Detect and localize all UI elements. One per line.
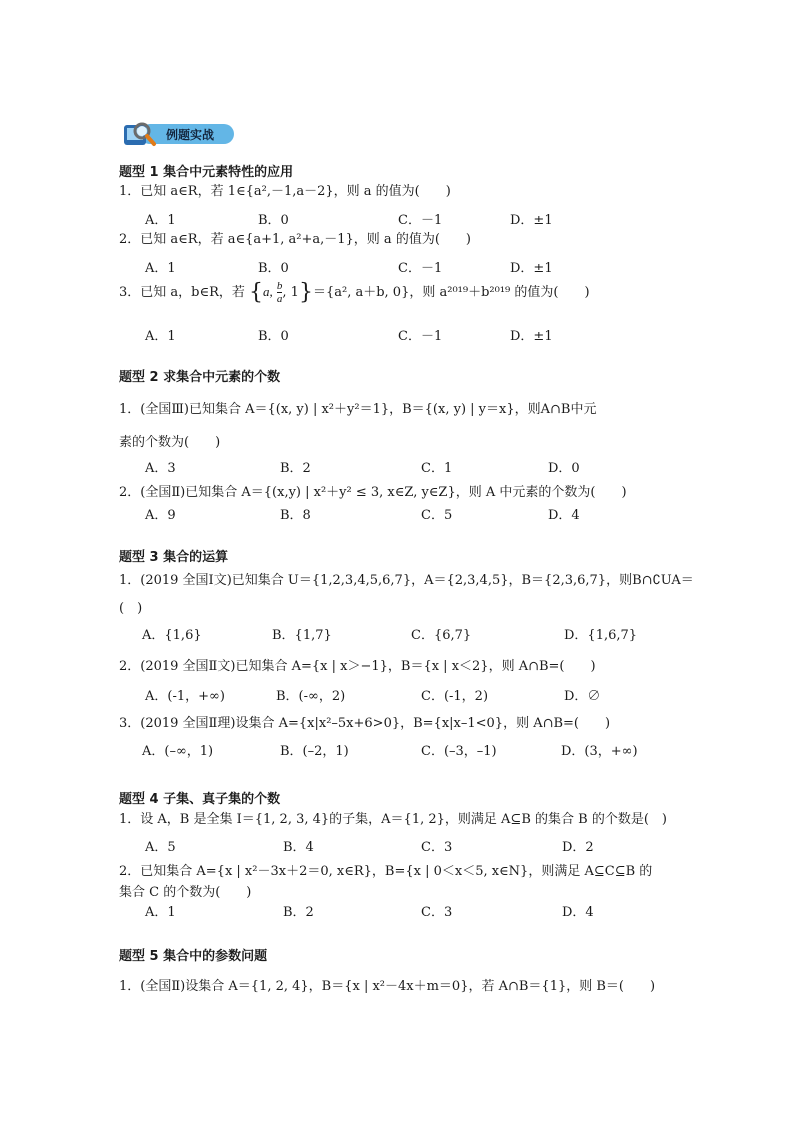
option-d: D．∅ [564, 689, 601, 704]
section-title-2: 题型 2 求集合中元素的个数 [119, 370, 281, 385]
option-d: D．{1,6,7} [564, 628, 638, 643]
option-b: B．4 [283, 840, 314, 855]
option-a: A．3 [145, 461, 176, 476]
option-c: C．3 [421, 840, 453, 855]
option-b: B．(-∞，2) [276, 689, 346, 704]
option-d: D．4 [548, 508, 580, 523]
frac-denominator: a [276, 293, 283, 305]
option-d: D．0 [548, 461, 580, 476]
option-a: A．1 [145, 213, 176, 228]
option-d: D．±1 [510, 261, 553, 276]
section-title-4: 题型 4 子集、真子集的个数 [119, 792, 281, 807]
option-b: B．{1,7} [272, 628, 332, 643]
option-c: C．(–3，–1) [421, 744, 497, 759]
option-c: C．－1 [398, 329, 443, 344]
option-b: B．8 [280, 508, 311, 523]
option-c: C．－1 [398, 261, 443, 276]
q3-set-a: a, [263, 284, 273, 299]
option-a: A．9 [145, 508, 176, 523]
question-4-2: 2．已知集合 A={x | x²－3x＋2＝0, x∈R}，B={x | 0＜x＜5, x∈N}，则满足 A⊆C⊆B 的 [119, 864, 653, 879]
option-a: A．1 [145, 329, 176, 344]
option-a: A．1 [145, 905, 176, 920]
option-b: B．2 [280, 461, 311, 476]
question-1-2: 2．已知 a∈R，若 a∈{a+1, a²+a,－1}，则 a 的值为( ) [119, 232, 471, 247]
option-b: B．(–2，1) [280, 744, 349, 759]
question-2-1: 1．(全国Ⅲ)已知集合 A＝{(x, y) | x²＋y²＝1}，B＝{(x, y) | y＝x}，则A∩B中元 [119, 402, 597, 417]
question-4-2-cont: 集合 C 的个数为( ) [119, 885, 252, 900]
question-1-1: 1．已知 a∈R，若 1∈{a²,－1,a－2}，则 a 的值为( ) [119, 184, 451, 199]
question-1-3 [119, 280, 590, 305]
badge-label: 例题实战 [166, 128, 215, 142]
option-b: B．2 [283, 905, 314, 920]
option-c: C．3 [421, 905, 453, 920]
option-a: A．(-1，+∞) [145, 689, 225, 704]
option-d: D．(3，+∞) [561, 744, 638, 759]
option-d: D．4 [562, 905, 594, 920]
q3-rest: ＝{a², a＋b, 0}，则 a²⁰¹⁹＋b²⁰¹⁹ 的值为( ) [312, 285, 590, 300]
left-brace: { [249, 280, 264, 305]
example-badge [118, 119, 234, 149]
option-d: D．±1 [510, 213, 553, 228]
option-a: A．{1,6} [142, 628, 202, 643]
section-title-3: 题型 3 集合的运算 [119, 550, 229, 565]
section-title-5: 题型 5 集合中的参数问题 [119, 949, 268, 964]
magnifier-icon [118, 119, 158, 149]
option-a: A．1 [145, 261, 176, 276]
question-3-2: 2．(2019 全国Ⅱ文)已知集合 A={x | x＞−1}，B＝{x | x＜2}，则 A∩B=( ) [119, 659, 596, 674]
option-c: C．－1 [398, 213, 443, 228]
right-brace: } [298, 280, 313, 305]
frac-numerator: b [276, 280, 283, 292]
option-b: B．0 [258, 213, 289, 228]
question-2-2: 2．(全国Ⅱ)已知集合 A＝{(x,y) | x²＋y² ≤ 3, x∈Z, y∈Z}，则 A 中元素的个数为( ) [119, 485, 627, 500]
option-c: C．(-1，2) [421, 689, 489, 704]
option-c: C．1 [421, 461, 453, 476]
option-b: B．0 [258, 329, 289, 344]
question-3-3: 3．(2019 全国Ⅱ理)设集合 A={x|x²–5x+6>0}，B={x|x–1<0}，则 A∩B=( ) [119, 716, 611, 731]
option-b: B．0 [258, 261, 289, 276]
option-a: A．5 [145, 840, 176, 855]
option-d: D．±1 [510, 329, 553, 344]
question-3-1-cont: ( ) [119, 601, 143, 616]
option-c: C．{6,7} [411, 628, 472, 643]
option-d: D．2 [562, 840, 594, 855]
q3-set-end: , 1 [282, 285, 299, 300]
question-5-1: 1．(全国Ⅱ)设集合 A＝{1, 2, 4}，B＝{x | x²－4x＋m＝0}，若 A∩B＝{1}，则 B＝( ) [119, 979, 656, 994]
section-title-1: 题型 1 集合中元素特性的应用 [119, 165, 294, 180]
option-a: A．(–∞，1) [142, 744, 214, 759]
question-4-1: 1．设 A，B 是全集 I＝{1, 2, 3, 4}的子集，A＝{1, 2}，则满足 A⊆B 的集合 B 的个数是( ) [119, 812, 667, 827]
question-3-1: 1．(2019 全国Ⅰ文)已知集合 U＝{1,2,3,4,5,6,7}，A＝{2,3,4,5}，B＝{2,3,6,7}，则B∩∁UA＝ [119, 573, 694, 588]
option-c: C．5 [421, 508, 453, 523]
question-2-1-cont: 素的个数为( ) [119, 435, 221, 450]
q3-prefix: 3．已知 a，b∈R，若 [119, 285, 245, 300]
